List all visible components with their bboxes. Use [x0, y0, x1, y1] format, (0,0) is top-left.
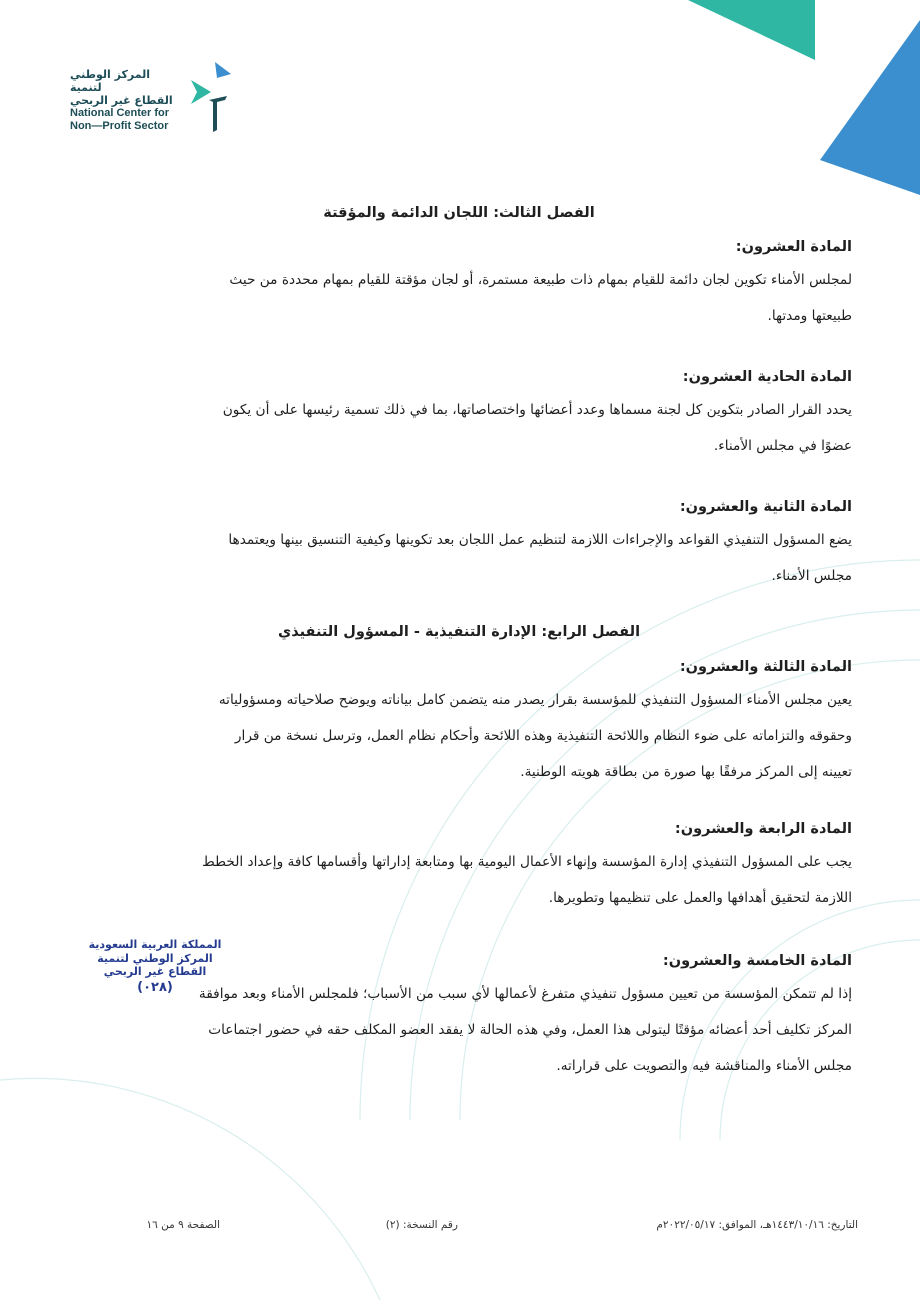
stamp-line-2: المركز الوطني لتنمية — [97, 951, 213, 965]
ncnp-logo — [70, 60, 250, 140]
stamp-number: (٠٢٨) — [137, 979, 173, 995]
chapter-4-title: الفصل الرابع: الإدارة التنفيذية - المسؤول التنفيذي — [277, 624, 641, 640]
footer-copy-number: رقم النسخة: (٢) — [385, 1219, 458, 1231]
article-20-line-2: طبيعتها ومدتها. — [767, 308, 852, 324]
chevron-logo-icon — [187, 60, 245, 140]
article-22-line-2: مجلس الأمناء. — [771, 568, 852, 584]
official-stamp — [85, 938, 225, 994]
article-24-title: المادة الرابعة والعشرون: — [674, 821, 852, 837]
article-23-line-3: تعيينه إلى المركز مرفقًا بها صورة من بطاقة هويته الوطنية. — [520, 764, 852, 780]
stamp-line-3: القطاع غير الربحي — [103, 965, 207, 978]
logo-english-line2: Non—Profit Sector — [70, 119, 169, 132]
chapter-3-title: الفصل الثالث: اللجان الدائمة والمؤقتة — [323, 205, 595, 221]
article-20-title: المادة العشرون: — [735, 239, 852, 255]
article-20-line-1: لمجلس الأمناء تكوين لجان دائمة للقيام بمهام ذات طبيعة مستمرة، أو لجان مؤقتة للقيام بمهام محددة من حيث — [229, 272, 852, 288]
footer-date: التاريخ: ١٤٤٣/١٠/١٦هـ، الموافق: ٢٠٢٢/٠٥/١٧م — [656, 1219, 858, 1231]
article-21-line-1: يحدد القرار الصادر بتكوين كل لجنة مسماها وعدد أعضائها واختصاصاتها، بما في ذلك تسمية رئيسها على أن يكون — [222, 402, 852, 418]
article-22-line-1: يضع المسؤول التنفيذي القواعد والإجراءات اللازمة لتنظيم عمل اللجان بعد تكوينها وكيفية التنسيق بينها ويعتمدها — [228, 532, 852, 548]
article-24-line-2: اللازمة لتحقيق أهدافها والعمل على تنظيمها وتطويرها. — [548, 890, 852, 906]
article-25-title: المادة الخامسة والعشرون: — [662, 953, 852, 969]
article-21-line-2: عضوًا في مجلس الأمناء. — [713, 438, 852, 454]
stamp-line-1: المملكة العربية السعودية — [88, 938, 222, 951]
logo-english-line1: National Center for — [70, 107, 170, 119]
article-22-title: المادة الثانية والعشرون: — [679, 499, 852, 515]
article-25-line-3: مجلس الأمناء والمناقشة فيه والتصويت على قراراته. — [556, 1058, 852, 1074]
article-23-line-1: يعين مجلس الأمناء المسؤول التنفيذي للمؤسسة بقرار يصدر منه يتضمن كامل بياناته ويوضح صلاحياته ومسؤولياته — [218, 692, 852, 708]
article-21-title: المادة الحادية العشرون: — [682, 369, 852, 385]
article-23-title: المادة الثالثة والعشرون: — [679, 659, 852, 675]
article-25-line-2: المركز تكليف أحد أعضائه مؤقتًا ليتولى هذا العمل، وفي هذه الحالة لا يفقد العضو المكلف حقه في حضور اجتماعات — [208, 1022, 852, 1038]
article-23-line-2: وحقوقه والتزاماته على ضوء النظام واللائحة التنفيذية وهذه اللائحة وأحكام نظام العمل، وترسل نسخة من قرار — [234, 728, 852, 744]
logo-arabic-line1: المركز الوطني لتنمية — [70, 68, 150, 94]
article-25-line-1: إذا لم تتمكن المؤسسة من تعيين مسؤول تنفيذي متفرغ لأعمالها لأي سبب من الأسباب؛ فلمجلس الأمناء وبعد موافقة — [198, 986, 852, 1002]
logo-arabic-line2: القطاع غير الربحي — [70, 94, 173, 107]
footer-page-number: الصفحة ٩ من ١٦ — [146, 1219, 220, 1231]
article-24-line-1: يجب على المسؤول التنفيذي إدارة المؤسسة وإنهاء الأعمال اليومية بها ومتابعة إداراتها وأقسامها كافة وإعداد الخطط — [202, 854, 852, 870]
logo-text — [70, 68, 182, 132]
